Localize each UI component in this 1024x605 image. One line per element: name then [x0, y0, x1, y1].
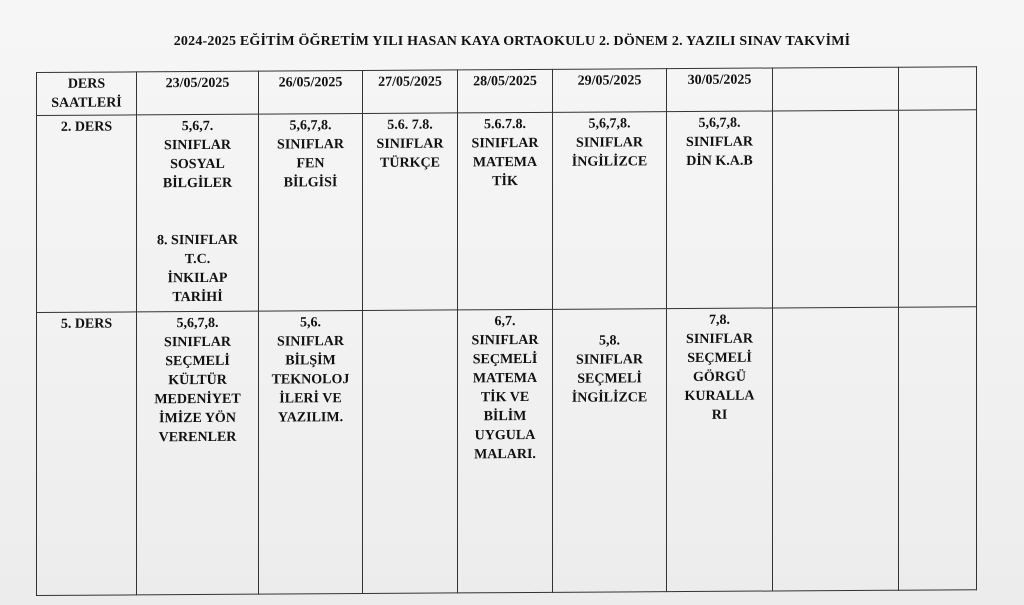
table-row — [37, 307, 977, 596]
exam-cell — [553, 309, 667, 593]
exam-entry: 5,6,7,8. SINIFLAR İNGİLİZCE — [571, 116, 648, 170]
exam-cell — [363, 310, 458, 594]
exam-entry: 5,6,7,8. SINIFLAR DİN K.A.B — [686, 115, 753, 170]
exam-entry: 5.6.7.8. SINIFLAR MATEMA TİK — [471, 117, 539, 190]
header-date: 29/05/2025 — [553, 69, 667, 113]
table-row — [37, 110, 977, 313]
exam-cell — [667, 111, 773, 309]
exam-cell — [458, 112, 553, 310]
exam-entry: 5,8. SINIFLAR SEÇMELİ İNGİLİZCE — [571, 333, 648, 406]
header-date-empty — [899, 67, 977, 110]
header-date: 30/05/2025 — [667, 68, 773, 112]
header-row — [37, 67, 977, 116]
exam-entry: 7,8. SINIFLAR SEÇMELİ GÖRGÜ KURALLA RI — [684, 312, 755, 423]
exam-cell — [667, 308, 773, 592]
exam-cell — [363, 113, 458, 311]
row-label: 2. DERS — [37, 115, 137, 313]
row-label: 5. DERS — [37, 312, 137, 596]
exam-schedule-table — [36, 66, 977, 596]
empty-cell — [899, 110, 977, 307]
exam-entry: 5,6,7. SINIFLAR SOSYAL BİLGİLER — [162, 118, 233, 192]
exam-cell — [137, 311, 259, 595]
exam-cell — [259, 114, 363, 312]
empty-cell — [899, 307, 977, 590]
header-date: 26/05/2025 — [259, 71, 363, 115]
header-date-empty — [773, 67, 899, 111]
exam-cell — [137, 114, 259, 312]
header-date: 23/05/2025 — [137, 71, 259, 115]
exam-cell — [458, 309, 553, 593]
header-ders-saatleri: DERS SAATLERİ — [37, 72, 137, 116]
empty-cell — [773, 307, 899, 591]
exam-entry: 8. SINIFLAR T.C. İNKILAP TARİHİ — [157, 232, 238, 306]
empty-cell — [773, 110, 899, 308]
exam-entry: 5,6,7,8. SINIFLAR SEÇMELİ KÜLTÜR MEDENİYET İMİZE YÖN VERENLER — [154, 315, 241, 446]
header-date: 28/05/2025 — [458, 69, 553, 113]
exam-entry: 5.6. 7.8. SINIFLAR TÜRKÇE — [376, 117, 444, 171]
header-date: 27/05/2025 — [363, 70, 458, 114]
exam-cell — [259, 311, 363, 595]
exam-entry: 5,6. SINIFLAR BİLŞİM TEKNOLOJ İLERİ VE YAZILIM. — [271, 315, 350, 426]
exam-entry — [366, 312, 454, 313]
document-title: 2024-2025 EĞİTİM ÖĞRETİM YILI HASAN KAYA ORTAOKULU 2. DÖNEM 2. YAZILI SINAV TAKVİMİ — [173, 34, 851, 49]
exam-entry: 6,7. SINIFLAR SEÇMELİ MATEMA TİK VE BİLİM UYGULA MALARI. — [471, 314, 539, 463]
exam-cell — [553, 112, 667, 310]
exam-entry: 5,6,7,8. SINIFLAR FEN BİLGİSİ — [277, 118, 344, 191]
